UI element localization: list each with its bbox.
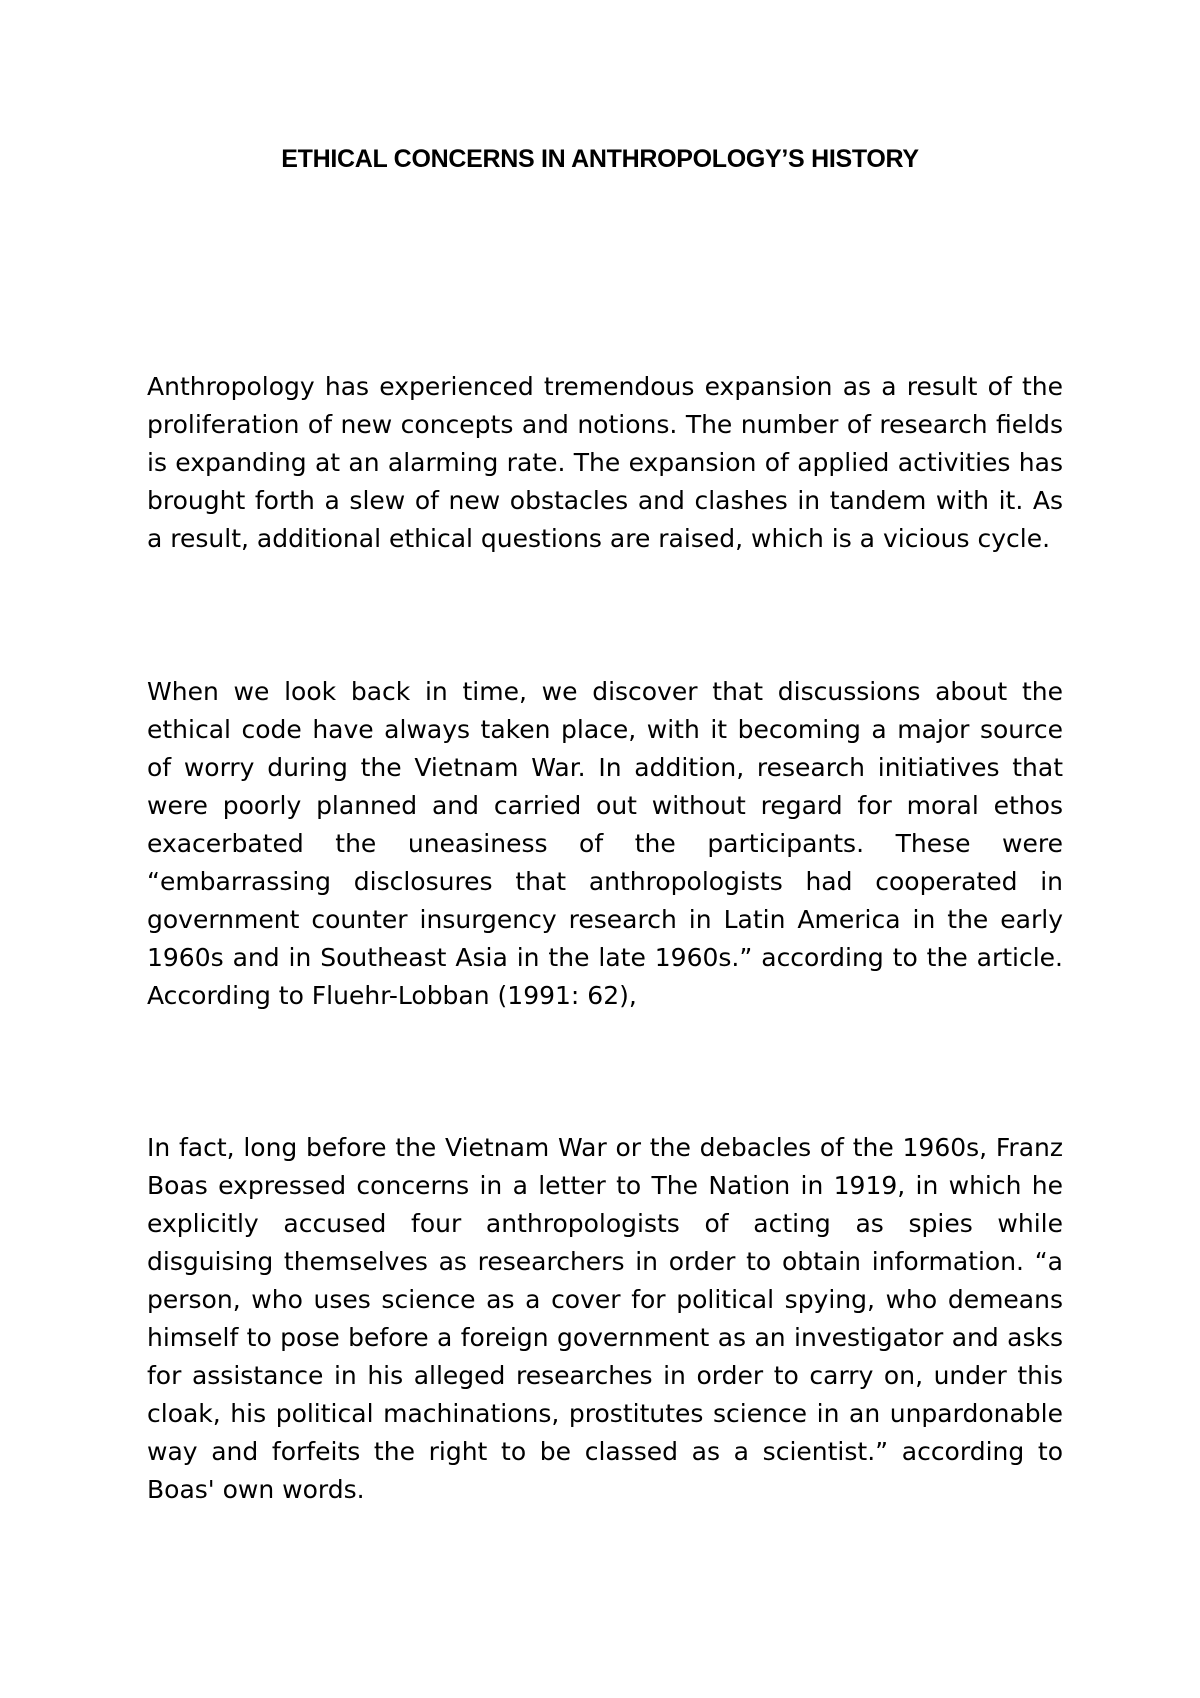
paragraph-boas-letter: In fact, long before the Vietnam War or the debacles of the 1960s, Franz Boas expressed concerns in a letter to The Nation in 1919, in which he explicitly accused four anthropologists of acting as spies while disguising themselves as researchers in order to obtain information. “a person, who uses science as a cover for political spying, who demeans himself to pose before a foreign government as an investigator and asks for assistance in his alleged researches in order to carry on, under this cloak, his political machinations, prostitutes science in an unpardonable way and forfeits the right to be classed as a scientist.” according to Boas' own words.	[147, 1133, 1063, 1504]
document-title: ETHICAL CONCERNS IN ANTHROPOLOGY’S HISTORY	[281, 145, 919, 173]
paragraph-expansion: Anthropology has experienced tremendous expansion as a result of the proliferation of new concepts and notions. The number of research fields is expanding at an alarming rate. The expansion of applied activities has brought forth a slew of new obstacles and clashes in tandem with it. As a result, additional ethical questions are raised, which is a vicious cycle.	[147, 372, 1063, 553]
paragraph-ethical-code-history: When we look back in time, we discover that discussions about the ethical code have always taken place, with it becoming a major source of worry during the Vietnam War. In addition, research initiatives that were poorly planned and carried out without regard for moral ethos exacerbated the uneasiness of the participants. These were “embarrassing disclosures that anthropologists had cooperated in government counter insurgency research in Latin America in the early 1960s and in Southeast Asia in the late 1960s.” according to the article. According to Fluehr-Lobban (1991: 62),	[147, 677, 1063, 1010]
